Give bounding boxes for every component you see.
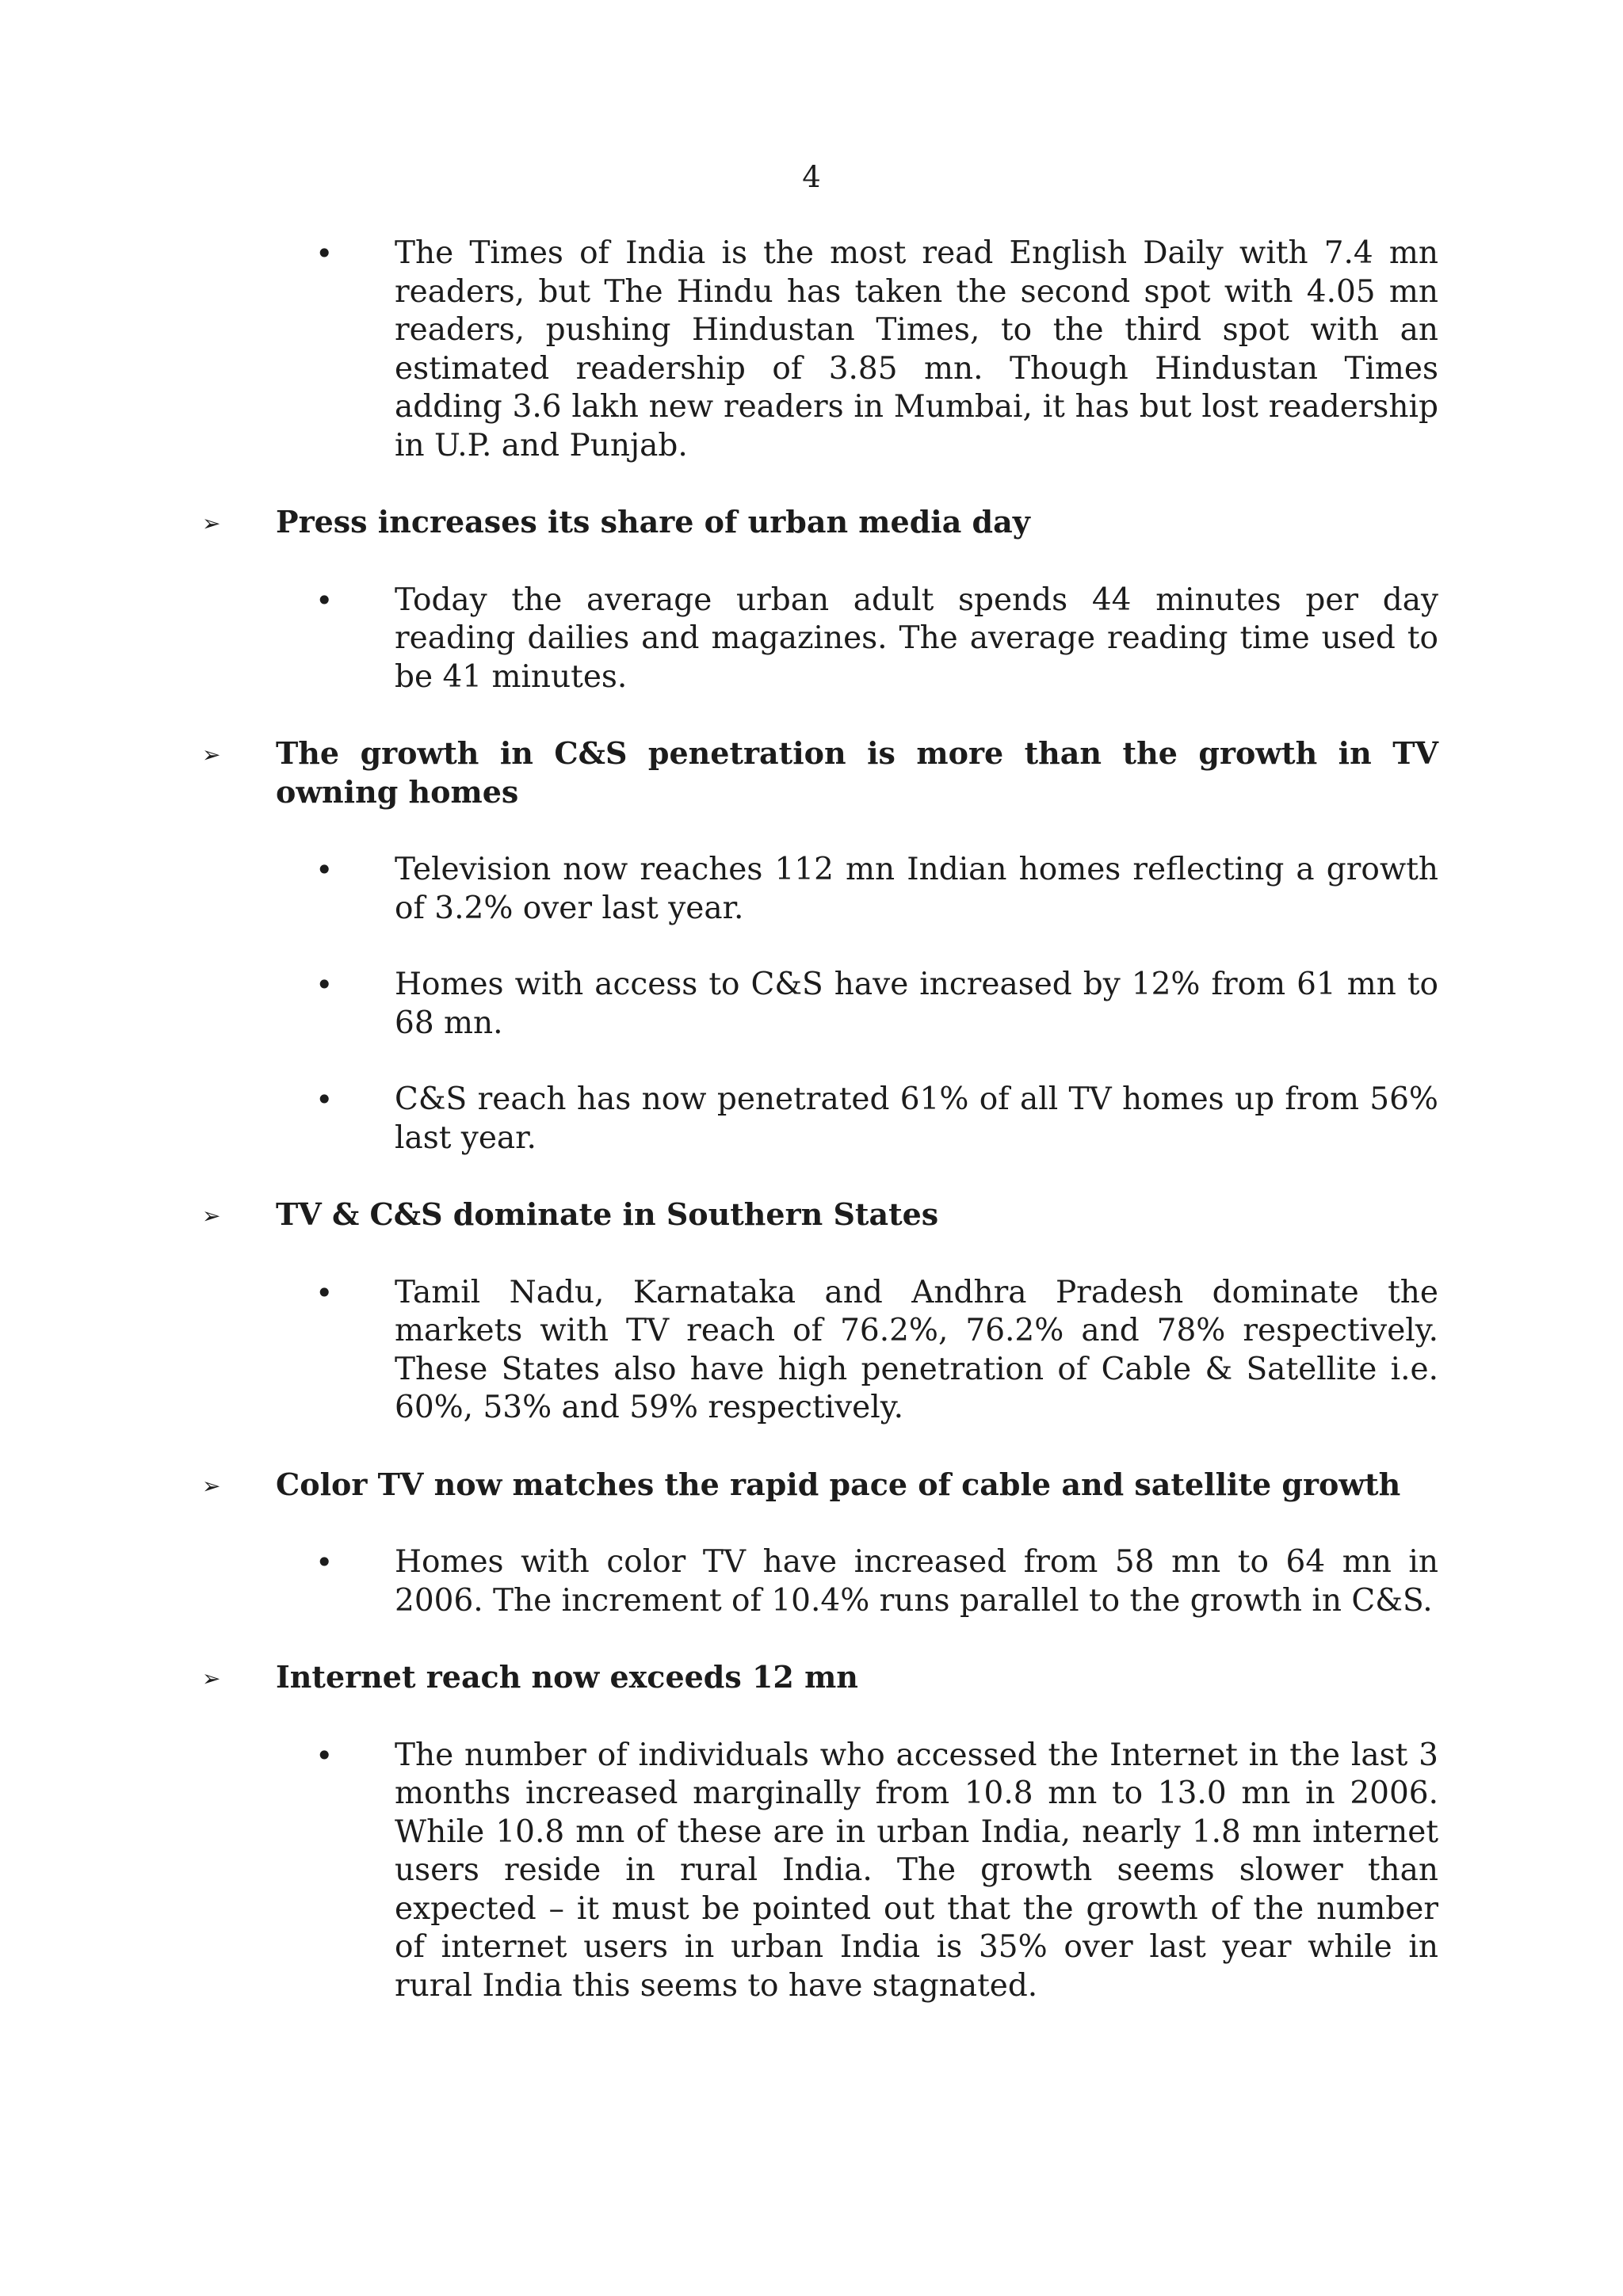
bullet-icon: • <box>315 1275 334 1310</box>
bullet-item <box>202 235 1438 465</box>
section-heading-text: Press increases its share of urban media day <box>276 504 1030 540</box>
section-heading-text: Color TV now matches the rapid pace of cable and satellite growth <box>276 1466 1401 1502</box>
bullet-item <box>202 966 1438 1043</box>
arrow-bullet-icon: ➢ <box>202 1665 221 1691</box>
page-number: 4 <box>802 160 821 194</box>
bullet-text: Homes with color TV have increased from 58 mn to 64 mn in 2006. The increment of 10.4% runs parallel to the growth in C&S. <box>395 1544 1438 1619</box>
bullet-icon: • <box>315 852 334 887</box>
section-heading <box>202 503 1438 542</box>
bullet-text: Television now reaches 112 mn Indian homes reflecting a growth of 3.2% over last year. <box>395 852 1438 926</box>
bullet-icon: • <box>315 1737 334 1773</box>
arrow-bullet-icon: ➢ <box>202 1203 221 1229</box>
section-heading <box>202 1658 1438 1697</box>
section-heading <box>202 1196 1438 1234</box>
section-heading-text: Internet reach now exceeds 12 mn <box>276 1659 858 1695</box>
bullet-item <box>202 1274 1438 1428</box>
document-body <box>202 235 1438 2043</box>
bullet-item <box>202 851 1438 928</box>
bullet-icon: • <box>315 1082 334 1117</box>
bullet-item <box>202 1081 1438 1158</box>
section-heading-text: TV & C&S dominate in Southern States <box>276 1196 939 1232</box>
bullet-item <box>202 1737 1438 2006</box>
arrow-bullet-icon: ➢ <box>202 510 221 536</box>
bullet-text: Tamil Nadu, Karnataka and Andhra Pradesh dominate the markets with TV reach of 76.2%, 76.2% and 78% respectively. These States also have high penetration of Cable & Satellite i.e. 60%, 53% and 59% respectively. <box>395 1274 1438 1425</box>
section-heading <box>202 734 1438 811</box>
bullet-item <box>202 582 1438 697</box>
arrow-bullet-icon: ➢ <box>202 742 221 768</box>
bullet-text: Homes with access to C&S have increased by 12% from 61 mn to 68 mn. <box>395 967 1438 1041</box>
bullet-icon: • <box>315 967 334 1002</box>
bullet-text: The Times of India is the most read English Daily with 7.4 mn readers, but The Hindu has taken the second spot with 4.05 mn readers, pushing Hindustan Times, to the third spot with an estimated readership of 3.85 mn. Though Hindustan Times adding 3.6 lakh new readers in Mumbai, it has but lost readership in U.P. and Punjab. <box>395 235 1438 463</box>
bullet-text: C&S reach has now penetrated 61% of all TV homes up from 56% last year. <box>395 1081 1438 1156</box>
section-heading-text: The growth in C&S penetration is more than the growth in TV owning homes <box>276 735 1438 810</box>
bullet-icon: • <box>315 1545 334 1580</box>
bullet-item <box>202 1543 1438 1620</box>
bullet-text: Today the average urban adult spends 44 minutes per day reading dailies and magazines. The average reading time used to be 41 minutes. <box>395 582 1438 695</box>
section-heading <box>202 1466 1438 1505</box>
bullet-icon: • <box>315 236 334 271</box>
bullet-icon: • <box>315 582 334 618</box>
bullet-text: The number of individuals who accessed the Internet in the last 3 months increased marginally from 10.8 mn to 13.0 mn in 2006. While 10.8 mn of these are in urban India, nearly 1.8 mn internet users reside in rural India. The growth seems slower than expected – it must be pointed out that the growth of the number of internet users in urban India is 35% over last year while in rural India this seems to have stagnated. <box>395 1737 1438 2004</box>
arrow-bullet-icon: ➢ <box>202 1472 221 1499</box>
